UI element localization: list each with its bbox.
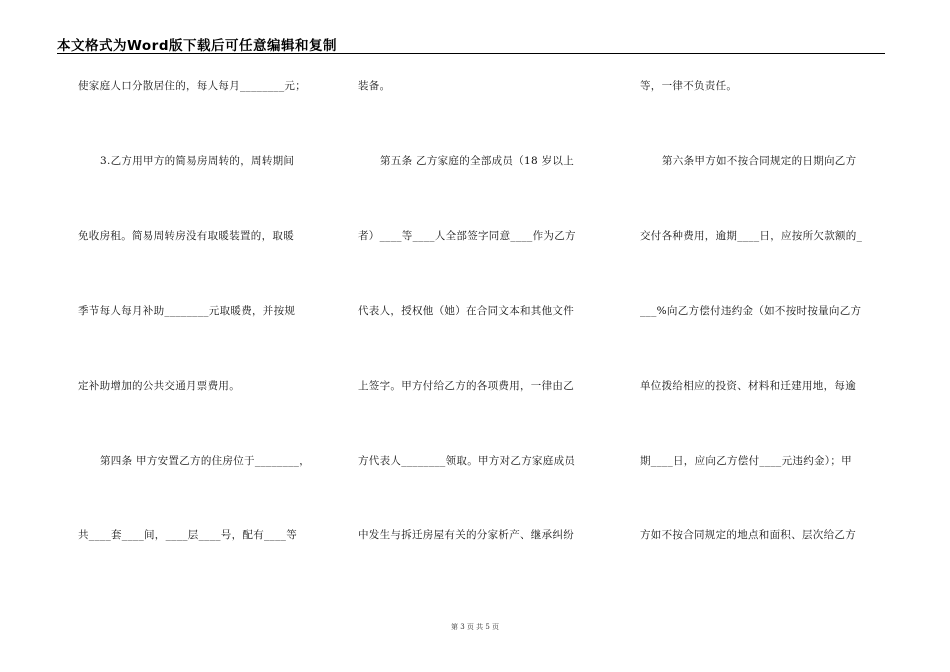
text-line: 交付各种费用，逾期____日，应按所欠款额的_ xyxy=(640,230,863,242)
text-column-2 xyxy=(358,0,608,672)
text-line: 代表人，授权他（她）在合同文本和其他文件 xyxy=(358,305,574,317)
text-line: 方代表人________领取。甲方对乙方家庭成员 xyxy=(358,455,576,467)
text-line: ___%向乙方偿付违约金（如不按时按量向乙方 xyxy=(640,305,862,317)
text-line: 者）____等____人全部签字同意____作为乙方 xyxy=(358,230,576,242)
header-title: 本文格式为Word版下载后可任意编辑和复制 xyxy=(57,38,338,54)
text-line: 第六条甲方如不按合同规定的日期向乙方 xyxy=(662,155,857,167)
text-line: 上签字。甲方付给乙方的各项费用，一律由乙 xyxy=(358,380,574,392)
page-number: 第 3 页 共 5 页 xyxy=(450,623,500,631)
text-line: 定补助增加的公共交通月票费用。 xyxy=(78,380,240,392)
text-line: 免收房租。简易周转房没有取暖装置的，取暖 xyxy=(78,230,294,242)
text-line: 使家庭人口分散居住的，每人每月________元； xyxy=(78,80,306,92)
text-line: 共____套____间，____层____号，配有____等 xyxy=(78,529,297,541)
text-line: 期____日，应向乙方偿付____元违约金）；甲 xyxy=(640,455,852,467)
text-line: 方如不按合同规定的地点和面积、层次给乙方 xyxy=(640,529,856,541)
text-line: 第五条 乙方家庭的全部成员（18 岁以上 xyxy=(380,155,575,167)
text-line: 装备。 xyxy=(358,80,391,92)
text-line: 3.乙方用甲方的简易房周转的，周转期间 xyxy=(100,155,295,167)
text-line: 季节每人每月补助________元取暖费，并按规 xyxy=(78,305,296,317)
text-line: 第四条 甲方安置乙方的住房位于________， xyxy=(100,455,311,467)
text-line: 中发生与拆迁房屋有关的分家析产、继承纠纷 xyxy=(358,529,574,541)
text-line: 单位拨给相应的投资、材料和迁建用地，每逾 xyxy=(640,380,856,392)
text-column-3 xyxy=(640,0,895,672)
text-column-1 xyxy=(78,0,328,672)
text-line: 等，一律不负责任。 xyxy=(640,80,738,92)
